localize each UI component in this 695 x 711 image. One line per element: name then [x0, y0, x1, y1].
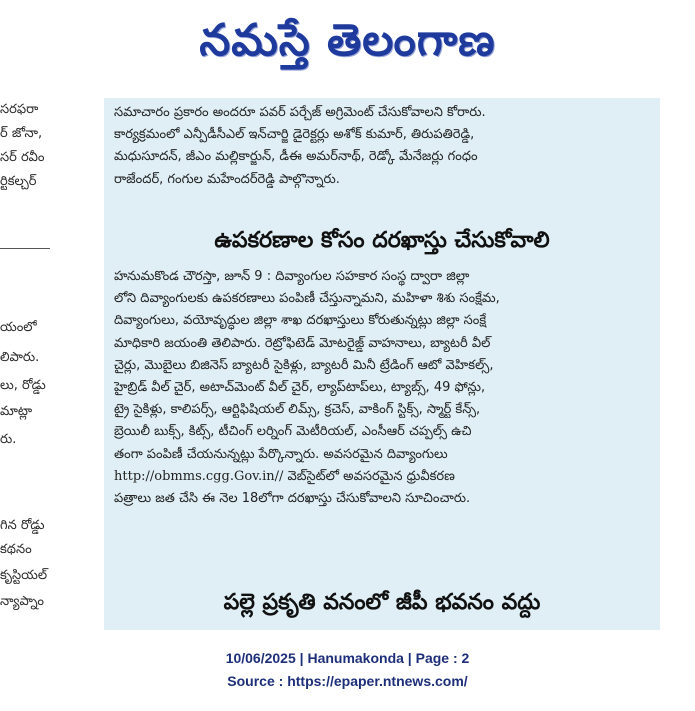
text-line: తంగా పంపిణీ చేయనున్నట్లు పేర్కొన్నారు. అవసరమైన దివ్యాంగులు: [114, 446, 448, 462]
left-fragment: యంలో: [0, 320, 37, 335]
left-fragment: సర్ రవీం: [0, 150, 45, 165]
text-line: రాజేందర్, గంగుల మహేందర్‌రెడ్డి పాల్గొన్నారు.: [114, 171, 340, 187]
text-line: హనుమకొండ చౌరస్తా, జూన్ 9 : దివ్యాంగుల సహకార సంస్థ ద్వారా జిల్లా: [114, 269, 470, 284]
article-headline: ఉపకరణాల కోసం దరఖాస్తు చేసుకోవాలి: [214, 228, 550, 253]
text-line: బ్రెయిలీ బుక్స్, కిట్స్, టీచింగ్ లర్నింగ్ మెటీరియల్, ఎంసీఆర్ చప్పల్స్ ఉచి: [114, 424, 472, 440]
left-fragment: ర్ జోనా,: [0, 126, 43, 141]
left-fragment: లు, రోడ్డు: [0, 378, 46, 393]
text-line: దివ్యాంగులు, వయోవృద్ధుల జిల్లా శాఖ దరఖాస్తులు కోరుతున్నట్లు జిల్లా సంక్షే: [114, 313, 487, 329]
left-column-fragment: [0, 98, 100, 638]
text-line: ట్రై సైకిళ్లు, కాలిపర్స్, ఆర్టిఫిషియల్ లిమ్స్, క్రచెస్, వాకింగ్ స్టిక్స్, స్మార్ట్ కేన్స్,: [114, 402, 481, 418]
left-fragment: గిన రోడ్డు: [0, 518, 45, 533]
news-article: [104, 98, 660, 630]
text-line: పత్రాలు జత చేసి ఈ నెల 18లోగా దరఖాస్తు చేసుకోవాలని సూచించారు.: [114, 491, 471, 507]
text-line: సమాచారం ప్రకారం అందరూ పవర్ పర్చేజ్ అగ్రిమెంట్ చేసుకోవాలని కోరారు.: [114, 105, 486, 120]
text-line: మాధికారి జయంతి తెలిపారు. రెట్రోఫిటెడ్ మోటరైజ్డ్ వాహనాలు, బ్యాటరీ వీల్: [114, 335, 491, 351]
left-fragment: ర్టికల్చర్: [0, 174, 37, 189]
top-paragraph: [114, 102, 654, 191]
footer-date-edition: 10/06/2025 | Hanumakonda | Page : 2: [225, 650, 470, 666]
left-fragment: కృస్టియల్: [0, 568, 48, 583]
text-line: హైబ్రిడ్ వీల్ చైర్, అటాచ్‌మెంట్ వీల్ చైర్, ల్యాప్‌టాప్‌లు, ట్యాబ్స్, 49 ఫోన్లు,: [114, 380, 486, 396]
left-fragment: మాట్లా: [0, 404, 33, 419]
text-line: లోని దివ్యాంగులకు ఉపకరణాలు పంపిణీ చేస్తున్నామని, మహిళా శిశు సంక్షేమ,: [114, 291, 500, 307]
left-fragment: రు.: [0, 432, 17, 447]
left-fragment: కథనం: [0, 542, 32, 557]
footer-source: Source : https://epaper.ntnews.com/: [227, 673, 468, 689]
article-headline-next: పల్లె ప్రకృతి వనంలో జీపీ భవనం వద్దు: [223, 590, 541, 615]
column-divider: [0, 248, 50, 249]
text-line: చైర్లు, మొబైలు బిజినెస్ బ్యాటరీ సైకిళ్లు, బ్యాటరీ మినీ ట్రేడింగ్ ఆటో వెహికల్స్,: [114, 357, 494, 373]
left-fragment: న్యాప్నాం: [0, 594, 45, 609]
text-line: మధుసూదన్, జీఎం మల్లికార్జున్, డీఈ అమర్‌నాథ్, రెడ్కో మేనేజర్లు గంధం: [114, 149, 478, 165]
left-fragment: లిపారు.: [0, 350, 40, 365]
text-line: కార్యక్రమంలో ఎన్పీడీసీఎల్ ఇన్‌చార్జి డైరెక్టర్లు అశోక్ కుమార్, తిరుపతిరెడ్డి,: [114, 127, 475, 143]
text-line: http://obmms.cgg.Gov.in// వెబ్‌సైట్‌లో అవసరమైన ధ్రువీకరణ: [114, 468, 455, 484]
article-body: [114, 266, 654, 510]
left-fragment: సరఫరా: [0, 102, 39, 117]
newspaper-masthead: నమస్తే తెలంగాణ: [199, 15, 496, 66]
